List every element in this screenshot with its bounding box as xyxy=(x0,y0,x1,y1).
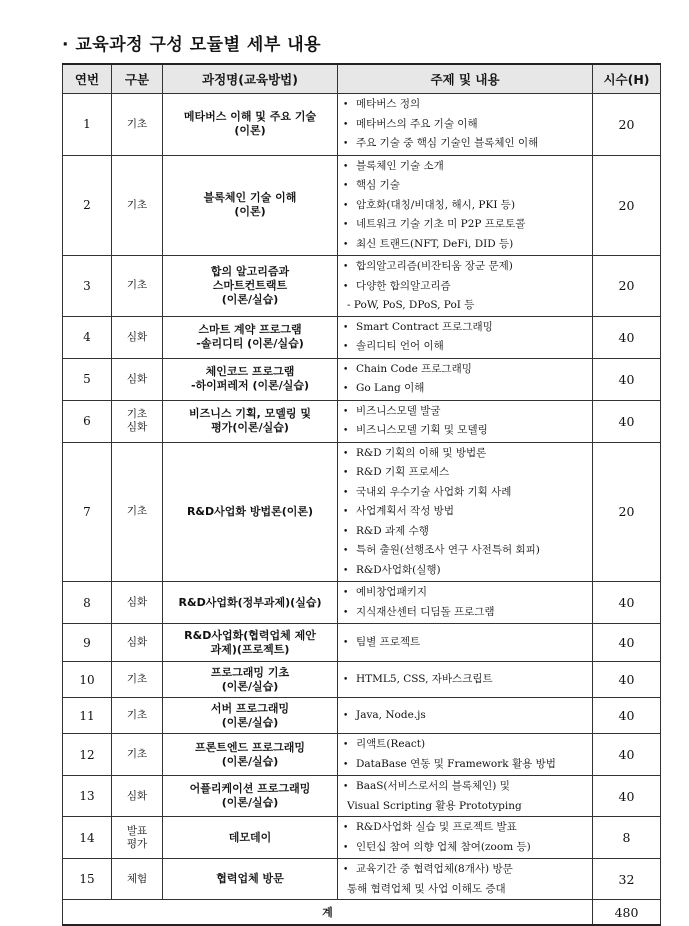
table-body xyxy=(63,94,661,900)
content-text: 비즈니스모델 기획 및 모델링 xyxy=(356,424,488,436)
course-name-line: 블록체인 기술 이해 xyxy=(203,191,297,205)
row-hours: 20 xyxy=(593,442,661,582)
content-text: 팀별 프로젝트 xyxy=(356,635,421,648)
course-name-line: 체인코드 프로그램 xyxy=(205,365,295,378)
content-text: DataBase 연동 및 Framework 활용 방법 xyxy=(356,757,556,770)
bullet-icon: • xyxy=(343,674,349,685)
content-text: 블록체인 기술 소개 xyxy=(356,159,444,172)
header-row xyxy=(63,64,661,94)
course-name-line: (이론/실습) xyxy=(221,754,279,768)
content-text: BaaS(서비스로서의 블록체인) 및 xyxy=(356,780,510,792)
row-content xyxy=(338,859,593,900)
row-category: 기초 xyxy=(112,662,163,698)
content-text: Chain Code 프로그래밍 xyxy=(356,362,472,375)
bullet-icon: • xyxy=(343,100,349,110)
page-title: · 교육과정 구성 모듈별 세부 내용 xyxy=(62,35,322,55)
row-course-name xyxy=(163,698,338,734)
content-item xyxy=(343,235,588,255)
content-item xyxy=(343,157,588,177)
bullet-icon: • xyxy=(343,507,349,517)
course-name-line: 서버 프로그래밍 xyxy=(210,701,290,715)
row-course-name xyxy=(163,400,338,442)
content-item xyxy=(343,296,588,315)
bullet-icon: • xyxy=(343,546,349,556)
course-name-line: 협력업체 방문 xyxy=(216,872,284,885)
course-name-line: 프로그래밍 기초 xyxy=(210,665,290,679)
header-hours: 시수(H) xyxy=(593,64,661,94)
course-name-line: (이론/실습) xyxy=(221,715,279,729)
row-course-name xyxy=(163,624,338,662)
row-content xyxy=(338,316,593,358)
content-text: R&D 기획의 이해 및 방법론 xyxy=(356,446,487,459)
content-text: 국내외 우수기술 사업화 기획 사례 xyxy=(356,485,512,498)
row-hours: 40 xyxy=(593,400,661,442)
content-item xyxy=(343,215,588,235)
content-text: 사업계획서 작성 방법 xyxy=(356,505,454,517)
row-content xyxy=(338,155,593,256)
table-row xyxy=(63,859,661,900)
row-course-name xyxy=(163,817,338,859)
content-text: 암호화(대칭/비대칭, 해시, PKI 등) xyxy=(356,198,516,211)
content-item xyxy=(343,561,588,581)
table-row xyxy=(63,94,661,156)
row-number: 9 xyxy=(63,624,112,662)
row-category: 심화 xyxy=(112,624,163,662)
row-number: 11 xyxy=(63,698,112,734)
content-item xyxy=(343,860,588,880)
course-name-line: (이론/실습) xyxy=(221,796,279,809)
content-item xyxy=(343,541,588,561)
content-text: 주요 기술 중 핵심 기술인 블록체인 이해 xyxy=(356,137,539,149)
table-row xyxy=(63,817,661,859)
row-hours: 20 xyxy=(593,94,661,156)
content-item xyxy=(343,134,588,154)
total-row xyxy=(63,900,661,926)
content-text: Go Lang 이해 xyxy=(356,382,425,394)
content-text: 리액트(React) xyxy=(356,738,426,750)
bullet-icon: • xyxy=(343,782,349,792)
row-number: 13 xyxy=(63,776,112,817)
row-number: 4 xyxy=(63,316,112,358)
content-item xyxy=(343,360,588,380)
content-text: 핵심 기술 xyxy=(356,179,400,191)
table-row xyxy=(63,734,661,776)
row-number: 7 xyxy=(63,442,112,582)
row-content xyxy=(338,94,593,156)
course-name-line: R&D사업화(협력업체 제안 xyxy=(184,628,316,642)
course-name-line: 어플리케이션 프로그래밍 xyxy=(189,782,311,795)
content-item xyxy=(343,115,588,135)
course-name-line: (이론/실습) xyxy=(221,679,279,693)
table-row xyxy=(63,155,661,256)
bullet-icon: • xyxy=(343,119,349,130)
course-name-line: 평가(이론/실습) xyxy=(211,421,289,434)
course-name-line: -하이퍼레저 (이론/실습) xyxy=(190,379,310,392)
row-category: 기초 xyxy=(112,256,163,317)
row-number: 6 xyxy=(63,400,112,442)
table-row xyxy=(63,358,661,400)
course-name-line: 비즈니스 기획, 모델링 및 xyxy=(189,407,311,420)
content-item xyxy=(343,818,588,838)
row-course-name xyxy=(163,316,338,358)
bullet-icon: • xyxy=(343,468,349,478)
row-content xyxy=(338,358,593,400)
content-text: 인턴십 참여 의향 업체 참여(zoom 등) xyxy=(356,840,531,853)
row-hours: 40 xyxy=(593,662,661,698)
row-content xyxy=(338,624,593,662)
row-category: 체험 xyxy=(112,859,163,900)
total-label: 계 xyxy=(63,900,593,926)
row-course-name xyxy=(163,358,338,400)
content-text: 다양한 합의알고리즘 xyxy=(356,279,451,292)
header-no: 연번 xyxy=(63,64,112,94)
row-content xyxy=(338,582,593,624)
content-item xyxy=(343,603,588,623)
header-course: 과정명(교육방법) xyxy=(163,64,338,94)
content-item xyxy=(343,176,588,196)
bullet-icon: • xyxy=(343,865,349,875)
row-number: 12 xyxy=(63,734,112,776)
row-number: 2 xyxy=(63,155,112,256)
content-text: 네트워크 기술 기초 미 P2P 프로토콜 xyxy=(356,218,526,230)
header-content: 주제 및 내용 xyxy=(338,64,593,94)
row-hours: 40 xyxy=(593,734,661,776)
bullet-icon: • xyxy=(343,406,349,417)
bullet-icon: • xyxy=(343,448,349,459)
content-text: Visual Scripting 활용 Prototyping xyxy=(347,799,522,812)
row-number: 1 xyxy=(63,94,112,156)
row-course-name xyxy=(163,734,338,776)
table-row xyxy=(63,624,661,662)
content-item xyxy=(343,522,588,542)
content-text: 메타버스의 주요 기술 이해 xyxy=(356,117,478,130)
row-category: 심화 xyxy=(112,776,163,817)
content-text: 최신 트랜드(NFT, DeFi, DID 등) xyxy=(356,237,514,250)
row-course-name xyxy=(163,256,338,317)
table-row xyxy=(63,316,661,358)
row-content xyxy=(338,442,593,582)
content-text: - PoW, PoS, DPoS, PoI 등 xyxy=(347,299,475,311)
row-category: 심화 xyxy=(112,582,163,624)
bullet-icon: • xyxy=(343,588,349,598)
row-number: 8 xyxy=(63,582,112,624)
row-course-name xyxy=(163,582,338,624)
bullet-icon: • xyxy=(343,322,349,333)
curriculum-table xyxy=(62,63,661,926)
row-hours: 40 xyxy=(593,582,661,624)
table-row xyxy=(63,776,661,817)
table-row xyxy=(63,442,661,582)
table-row xyxy=(63,582,661,624)
bullet-icon: • xyxy=(343,710,349,721)
row-content xyxy=(338,662,593,698)
row-content xyxy=(338,400,593,442)
row-content xyxy=(338,698,593,734)
row-number: 15 xyxy=(63,859,112,900)
row-hours: 40 xyxy=(593,698,661,734)
row-hours: 32 xyxy=(593,859,661,900)
content-item xyxy=(343,502,588,522)
row-number: 5 xyxy=(63,358,112,400)
content-text: R&D 과제 수행 xyxy=(356,524,429,537)
content-item xyxy=(343,483,588,503)
row-content xyxy=(338,817,593,859)
header-category: 구분 xyxy=(112,64,163,94)
row-course-name xyxy=(163,776,338,817)
bullet-icon: • xyxy=(343,220,349,230)
content-item xyxy=(343,463,588,483)
content-item xyxy=(343,421,588,441)
row-number: 10 xyxy=(63,662,112,698)
content-text: 교육기간 중 협력업체(8개사) 방문 xyxy=(356,863,513,875)
row-category: 기초 xyxy=(112,698,163,734)
content-item xyxy=(343,95,588,115)
bullet-icon: • xyxy=(343,181,349,191)
course-name-line: 프론트엔드 프로그래밍 xyxy=(194,740,306,754)
bullet-icon: • xyxy=(343,842,349,853)
row-hours: 20 xyxy=(593,155,661,256)
course-name-line: R&D사업화(정부과제)(실습) xyxy=(178,595,322,609)
content-text: 솔리디티 언어 이해 xyxy=(356,340,444,352)
content-item xyxy=(343,735,588,755)
course-name-line: (이론) xyxy=(234,205,266,219)
content-item xyxy=(343,337,588,357)
course-name-line: 데모데이 xyxy=(228,830,272,844)
content-item xyxy=(343,402,588,422)
course-name-line: -솔리디티 (이론/실습) xyxy=(196,337,304,350)
content-item xyxy=(343,633,588,653)
bullet-icon: • xyxy=(343,161,349,172)
bullet-icon: • xyxy=(343,487,349,498)
course-name-line: 메타버스 이해 및 주요 기술 xyxy=(183,110,317,124)
bullet-icon: • xyxy=(343,565,349,576)
row-category: 발표 평가 xyxy=(112,817,163,859)
course-name-line: (이론/실습) xyxy=(221,292,279,306)
course-name-line: 합의 알고리즘과 xyxy=(210,264,290,278)
bullet-icon: • xyxy=(343,384,349,394)
content-text: R&D사업화 실습 및 프로젝트 발표 xyxy=(356,821,517,833)
content-item xyxy=(343,583,588,603)
content-text: 비즈니스모델 발굴 xyxy=(356,404,441,417)
content-item xyxy=(343,777,588,797)
content-item xyxy=(343,196,588,216)
table-row xyxy=(63,256,661,317)
row-number: 14 xyxy=(63,817,112,859)
bullet-icon: • xyxy=(343,740,349,750)
table-row xyxy=(63,698,661,734)
content-item xyxy=(343,838,588,858)
row-category: 기초 심화 xyxy=(112,400,163,442)
row-category: 기초 xyxy=(112,94,163,156)
content-text: HTML5, CSS, 자바스크립트 xyxy=(356,672,493,685)
content-item xyxy=(343,257,588,277)
content-text: 지식재산센터 디딤돌 프로그램 xyxy=(356,605,495,618)
content-text: R&D사업화(실행) xyxy=(356,563,441,576)
content-item xyxy=(343,318,588,338)
course-name-line: 과제)(프로젝트) xyxy=(210,642,290,656)
row-hours: 40 xyxy=(593,776,661,817)
bullet-icon: • xyxy=(343,823,349,833)
bullet-icon: • xyxy=(343,759,349,770)
row-content xyxy=(338,734,593,776)
bullet-icon: • xyxy=(343,426,349,436)
bullet-icon: • xyxy=(343,526,349,537)
course-name-line: R&D사업화 방법론(이론) xyxy=(186,504,314,518)
row-hours: 40 xyxy=(593,358,661,400)
content-text: 통해 협력업체 및 사업 이해도 증대 xyxy=(347,882,506,895)
bullet-icon: • xyxy=(343,364,349,375)
content-item xyxy=(343,670,588,690)
content-text: R&D 기획 프로세스 xyxy=(356,466,450,478)
row-category: 심화 xyxy=(112,316,163,358)
bullet-icon: • xyxy=(343,637,349,648)
bullet-icon: • xyxy=(343,262,349,272)
course-name-line: 스마트컨트랙트 xyxy=(212,278,288,292)
row-content xyxy=(338,776,593,817)
content-text: Java, Node.js xyxy=(356,708,426,721)
content-text: 합의알고리즘(비잔티움 장군 문제) xyxy=(356,260,513,272)
total-hours: 480 xyxy=(593,900,661,926)
content-item xyxy=(343,706,588,726)
bullet-icon: • xyxy=(343,607,349,618)
content-text: 메타버스 정의 xyxy=(356,98,421,110)
row-content xyxy=(338,256,593,317)
course-name-line: (이론) xyxy=(234,124,266,138)
row-course-name xyxy=(163,155,338,256)
content-text: 예비창업패키지 xyxy=(356,586,428,598)
row-category: 기초 xyxy=(112,442,163,582)
row-course-name xyxy=(163,442,338,582)
content-item xyxy=(343,797,588,816)
row-category: 심화 xyxy=(112,358,163,400)
row-course-name xyxy=(163,859,338,900)
row-hours: 40 xyxy=(593,624,661,662)
content-text: Smart Contract 프로그래밍 xyxy=(356,320,493,333)
row-category: 기초 xyxy=(112,155,163,256)
content-item xyxy=(343,277,588,297)
bullet-icon: • xyxy=(343,281,349,292)
content-item xyxy=(343,379,588,399)
row-course-name xyxy=(163,662,338,698)
bullet-icon: • xyxy=(343,139,349,149)
bullet-icon: • xyxy=(343,200,349,211)
row-number: 3 xyxy=(63,256,112,317)
content-item xyxy=(343,444,588,464)
bullet-icon: • xyxy=(343,239,349,250)
content-item xyxy=(343,880,588,899)
row-category: 기초 xyxy=(112,734,163,776)
row-hours: 40 xyxy=(593,316,661,358)
row-course-name xyxy=(163,94,338,156)
row-hours: 20 xyxy=(593,256,661,317)
table-row xyxy=(63,662,661,698)
table-row xyxy=(63,400,661,442)
content-text: 특허 출원(선행조사 연구 사전특허 회피) xyxy=(356,544,540,556)
bullet-icon: • xyxy=(343,342,349,352)
row-hours: 8 xyxy=(593,817,661,859)
course-name-line: 스마트 계약 프로그램 xyxy=(198,323,302,336)
content-item xyxy=(343,755,588,775)
